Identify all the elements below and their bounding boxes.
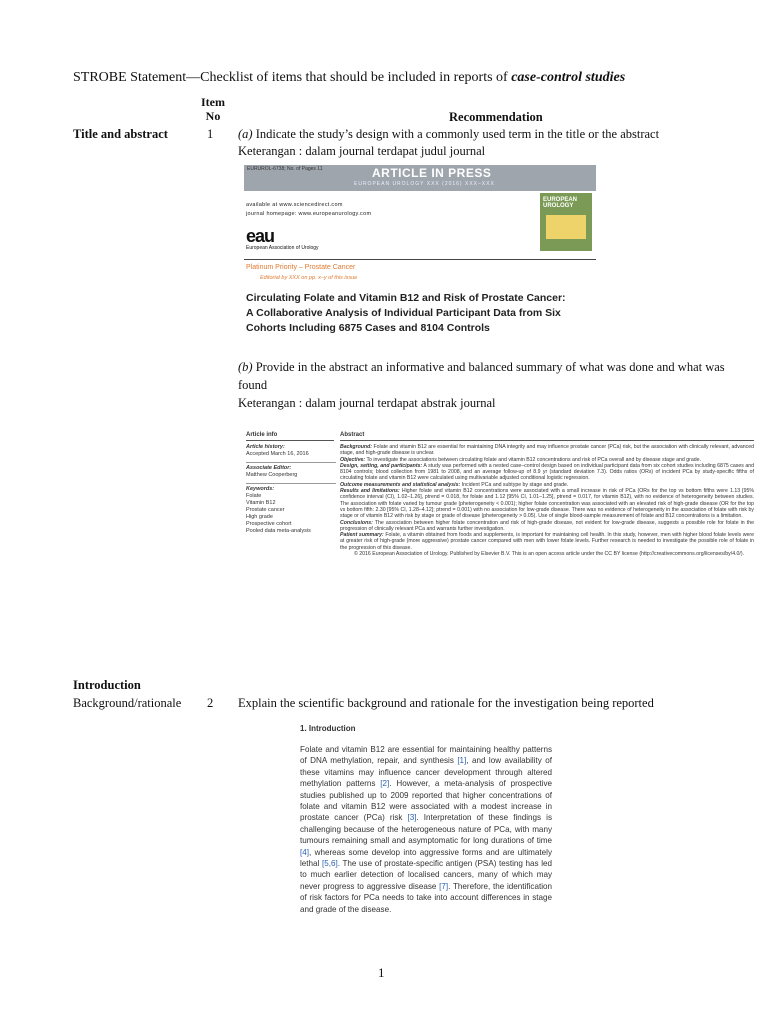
recommendation-1a <box>238 126 659 143</box>
article-title-line3: Cohorts Including 6875 Cases and 8104 Controls <box>246 322 490 334</box>
abstract-text <box>340 444 754 557</box>
right-rule <box>340 440 754 441</box>
item-number-1: 1 <box>207 127 214 141</box>
keyword: High grade <box>246 514 273 520</box>
recommendation-2: Explain the scientific background and rationale for the investigation being reported <box>238 696 654 710</box>
outcome-label: Outcome measurements and statistical analysis: <box>340 481 461 488</box>
results-label: Results and limitations: <box>340 488 400 495</box>
intro-text: , and low availability of these vitamins may influence cancer development through altered methylation patterns <box>300 756 552 789</box>
keywords-label: Keywords: <box>246 486 275 492</box>
section-introduction: Introduction <box>73 678 141 692</box>
design-text: A study was performed with a nested case–control design based on individual participant data from six cohort studies including 6875 cases and 8104 controls; blood collection from 1981 to 2008, and an average follow-up of 8.9 yr (standard deviation 7.3). Odds ratios (ORs) of incident PCa by study-specific fifths of circulating folate and vitamin B12 were calculated using multivariable adjusted conditional logistic regression. <box>340 462 754 482</box>
editor-value: Matthew Cooperberg <box>246 472 298 478</box>
patient-summary-label: Patient summary: <box>340 532 384 539</box>
platinum-priority: Platinum Priority – Prostate Cancer <box>246 264 356 271</box>
background-label: Background: <box>340 444 372 450</box>
intro-text: . The use of prostate-specific antigen (PSA) testing has led to much earlier detection of localised cancers, many of which may never progress to aggressive disease <box>300 859 552 891</box>
article-title-line2: A Collaborative Analysis of Individual Participant Data from Six <box>246 307 561 319</box>
keyword: Prostate cancer <box>246 507 285 513</box>
copyright-text: © 2016 European Association of Urology. Published by Elsevier B.V. This is an open access article under the CC BY license (http://creativecommons.org/licenses/by/4.0/). <box>354 551 745 558</box>
recommendation-header: Recommendation <box>449 110 543 124</box>
journal-cover-image <box>540 193 592 251</box>
article-header-image <box>244 165 596 307</box>
results-text: Higher folate and vitamin B12 concentrations were associated with a small increase in risk of PCa (ORs for the top vs bottom fifths were 1.13 [95% confidence interval (CI), 1.02–1.26], ptrend = 0.018, for folate and 1.12 [95% CI, 1.01–1.25], ptrend = 0.017, for vitamin B12), with no evidence of heterogeneity between studies. The association with folate varied by tumour grade (pheterogeneity < 0.001); higher folate concentration was associated with an elevated risk of high-grade disease (OR for the top vs bottom fifth: 2.30 [95% CI, 1.28–4.12]; ptrend = 0.001) with no association for low-grade disease. There was no evidence of heterogeneity in the association of folate with risk by stage or of vitamin B12 with risk by stage or grade of disease (pheterogeneity > 0.05). Use of single blood-sample measurement of folate and B12 concentrations is a limitation. <box>340 488 754 520</box>
abstract-header: Abstract <box>340 432 365 438</box>
cover-graphic <box>546 215 586 239</box>
objective-label: Objective: <box>340 456 366 463</box>
conclusions-text: The association between higher folate concentration and risk of high-grade disease, not evident for low-grade disease, suggests a possible role for folate in the progression of clinically relevant PCa and warrants further investigation. <box>340 519 754 532</box>
eau-logo-mark: eau <box>246 226 275 246</box>
note-1a: Keterangan : dalam journal terdapat judul journal <box>238 144 486 158</box>
recommendation-1b <box>238 359 725 376</box>
item-header-line1: Item <box>201 95 225 109</box>
note-1b: Keterangan : dalam journal terdapat abstrak journal <box>238 396 496 410</box>
available-at: available at www.sciencedirect.com <box>246 202 343 208</box>
reference-link[interactable]: [1] <box>457 756 467 766</box>
heading-emphasis: case-control studies <box>511 70 626 85</box>
abstract-image <box>244 430 758 668</box>
article-info-header: Article info <box>246 432 278 438</box>
intro-text: . Interpretation of these findings is challenging because of the heterogeneous nature of PCa, with many tumours remaining small and asymptomatic for long durations of time <box>300 813 552 846</box>
keyword: Pooled data meta-analysis <box>246 528 311 534</box>
cover-title-line2: UROLOGY <box>543 203 574 209</box>
item-number-2: 2 <box>207 696 214 710</box>
history-value: Accepted March 16, 2016 <box>246 451 309 457</box>
article-info-column <box>246 444 336 535</box>
cover-title-line1: EUROPEAN <box>543 197 578 203</box>
item-header-line2: No <box>205 109 221 123</box>
journal-availability <box>246 201 371 219</box>
objective-text: To investigate the associations between circulating folate and vitamin B12 concentrations and risk of PCa overall and by disease stage and grade. <box>365 456 701 463</box>
row-label-background-rationale: Background/rationale <box>73 696 182 710</box>
article-in-press-banner <box>244 165 596 191</box>
article-id: EURUROL-6738; No. of Pages 11 <box>247 166 323 172</box>
keyword: Vitamin B12 <box>246 500 276 506</box>
keyword: Prospective cohort <box>246 521 292 527</box>
intro-text: , whereas some develop into aggressive forms and are ultimately lethal <box>300 847 552 869</box>
eau-logo-name: European Association of Urology <box>246 245 319 251</box>
intro-heading: 1. Introduction <box>300 724 356 733</box>
reference-link[interactable]: [7] <box>439 881 449 891</box>
reference-link[interactable]: [3] <box>407 813 417 823</box>
article-title-line1: Circulating Folate and Vitamin B12 and Risk of Prostate Cancer: <box>246 292 566 304</box>
background-text: Folate and vitamin B12 are essential for maintaining DNA integrity and may influence prostate cancer (PCa) risk, but the association with clinically relevant, advanced stage, and high-grade disease is unclear. <box>340 444 754 457</box>
intro-text: . However, a meta-analysis of prospective studies published up to 2009 reported that higher concentrations of folate and vitamin B12 were associated with a modest increase in prostate cancer (PCa) risk <box>300 779 552 823</box>
reference-link[interactable]: [2] <box>380 779 390 789</box>
journal-line: EUROPEAN UROLOGY XXX (2016) XXX–XXX <box>354 181 495 187</box>
reference-link[interactable]: [5,6] <box>321 859 338 869</box>
heading-prefix: STROBE Statement—Checklist of items that should be included in reports of <box>73 70 512 85</box>
conclusions-label: Conclusions: <box>340 519 373 526</box>
text-1a: Indicate the study’s design with a commonly used term in the title or the abstract <box>252 127 660 141</box>
article-in-press-label: ARTICLE IN PRESS <box>372 166 492 180</box>
item-no-header <box>199 95 227 123</box>
editorial-note: Editorial by XXX on pp. x–y of this issue <box>260 275 358 281</box>
section-title-and-abstract: Title and abstract <box>73 127 168 141</box>
divider <box>244 259 596 260</box>
patient-summary-text: Folate, a vitamin obtained from foods and supplements, is important for maintaining cell health. In this study, however, men with higher blood folate levels were at greater risk of high-grade (more aggressive) prostate cancer compared with men with lower folate levels. Further research is needed to investigate the possible role of folate in the progression of this disease. <box>340 532 754 551</box>
label-b: (b) <box>238 360 253 374</box>
page-number: 1 <box>378 965 385 980</box>
intro-body <box>300 744 552 915</box>
left-rule <box>246 440 334 441</box>
cover-title <box>543 197 577 209</box>
journal-homepage: journal homepage: www.europeanurology.com <box>246 211 372 217</box>
design-label: Design, setting, and participants: <box>340 462 423 469</box>
eau-logo <box>246 227 319 251</box>
keyword: Folate <box>246 493 262 499</box>
article-title <box>246 291 566 336</box>
page-heading <box>73 70 625 86</box>
reference-link[interactable]: [4] <box>300 847 309 857</box>
introduction-image <box>300 722 552 920</box>
intro-text: Folate and vitamin B12 are essential for maintaining healthy patterns of DNA methylation, repair, and synthesis <box>300 745 552 766</box>
history-label: Article history: <box>246 444 285 450</box>
intro-text: . Therefore, the identification of risk factors for PCa needs to take into account differences in stage and grade of the disease. <box>300 881 552 914</box>
text-1b: Provide in the abstract an informative and balanced summary of what was done and what was <box>252 360 725 374</box>
label-a: (a) <box>238 127 253 141</box>
editor-label: Associate Editor: <box>246 465 292 471</box>
outcome-text: Incident PCa and subtype by stage and grade. <box>460 481 569 488</box>
text-1b-cont: found <box>238 378 268 392</box>
